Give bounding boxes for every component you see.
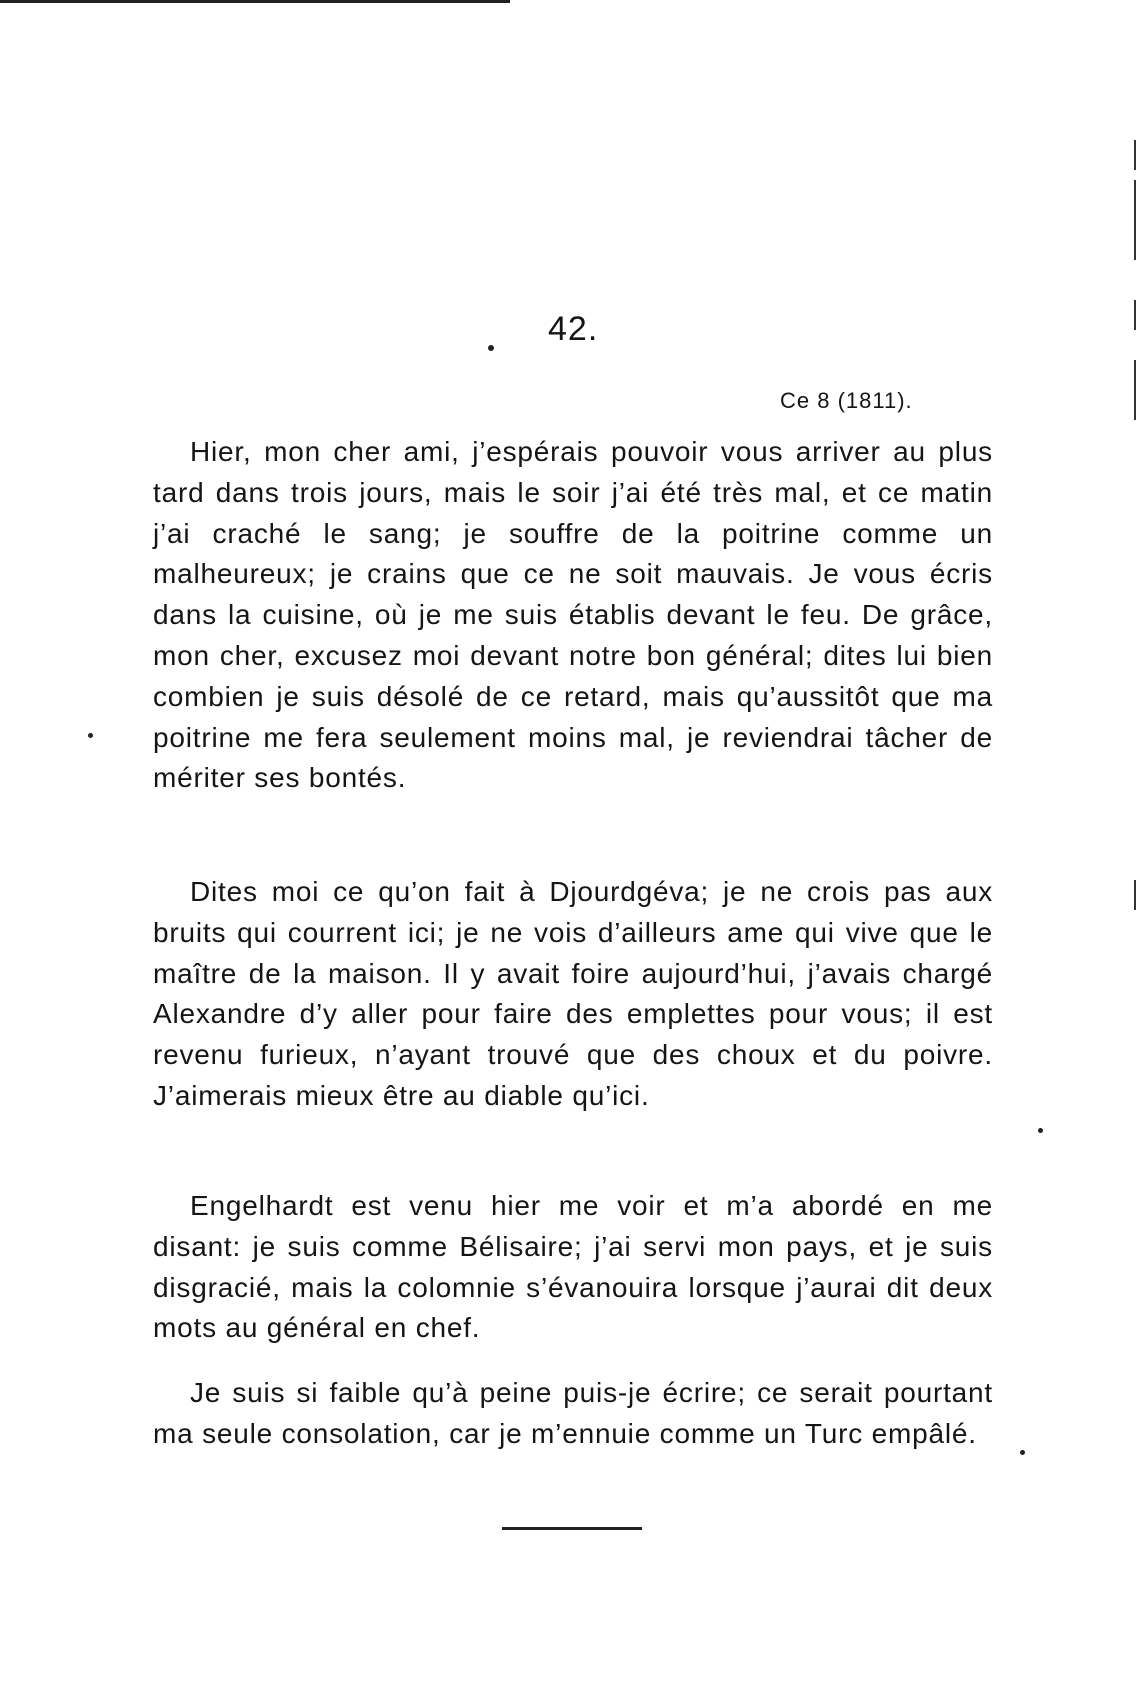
margin-mark [1134, 880, 1136, 910]
margin-mark [1134, 180, 1136, 260]
paragraph: Dites moi ce qu’on fait à Djourdgéva; je ne crois pas aux bruits qui courrent ici; je ne vois d’ailleurs ame qui vive que le maître de la maison. Il y avait foire aujourd’hui, j’avais chargé Alexandre d’y aller pour faire des emplettes pour vous; il est revenu furieux, n’ayant trouvé que des choux et du poivre. J’aimerais mieux être au diable qu’ici. [153, 876, 993, 1111]
ink-speck [1038, 1128, 1043, 1133]
paragraph: Je suis si faible qu’à peine puis-je écrire; ce serait pourtant ma seule consolation, car je m’ennuie comme un Turc empâlé. [153, 1377, 993, 1449]
ink-speck [1020, 1450, 1025, 1455]
top-rule [0, 0, 510, 3]
margin-mark [1134, 140, 1136, 170]
page-number: 42. [548, 310, 599, 348]
ink-speck [88, 733, 93, 738]
letter-dateline: Ce 8 (1811). [780, 388, 913, 413]
paragraph: Hier, mon cher ami, j’espérais pouvoir vous arriver au plus tard dans trois jours, mais le soir j’ai été très mal, et ce matin j’ai craché le sang; je souffre de la poitrine comme un malheureux; je crains que ce ne soit mauvais. Je vous écris dans la cuisine, où je me suis établis devant le feu. De grâce, mon cher, excusez moi devant notre bon général; dites lui bien combien je suis désolé de ce retard, mais qu’aussitôt que ma poitrine me fera seulement moins mal, je reviendrai tâcher de mériter ses bontés. [153, 436, 993, 794]
margin-mark [1134, 360, 1136, 420]
end-rule [502, 1527, 642, 1530]
margin-mark [1134, 300, 1136, 330]
ink-speck [488, 345, 494, 351]
paragraph: Engelhardt est venu hier me voir et m’a abordé en me disant: je suis comme Bélisaire; j’ai servi mon pays, et je suis disgracié, mais la colomnie s’évanouira lorsque j’aurai dit deux mots au général en chef. [153, 1190, 993, 1344]
